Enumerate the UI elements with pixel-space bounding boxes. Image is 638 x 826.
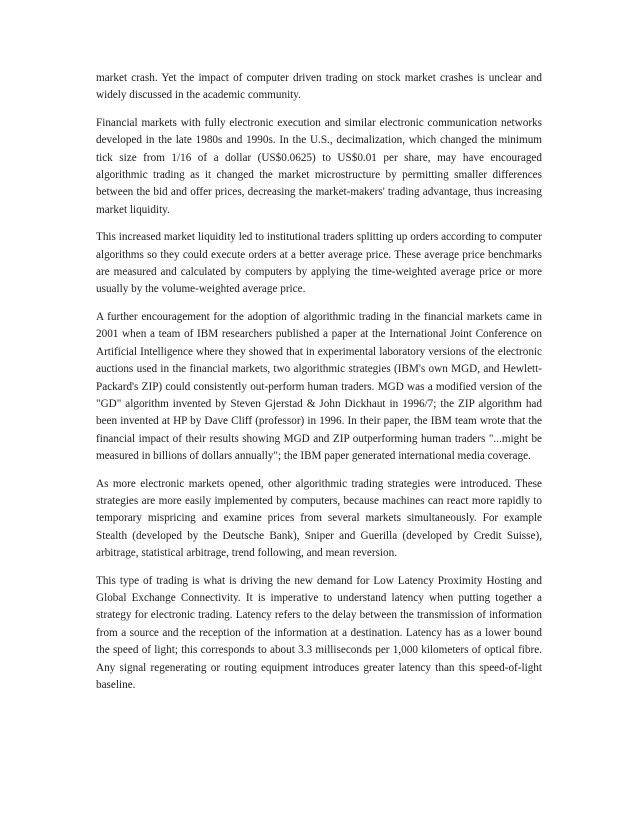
paragraph-latency: This type of trading is what is driving the new demand for Low Latency Proximity Hosting and Global Exchange Connectivity. It is imperative to understand latency when putting together a strategy for electronic trading. Latency refers to the delay between the transmission of information from a source and the reception of the information at a destination. Latency has as a lower bound the speed of light; this corresponds to about 3.3 milliseconds per 1,000 kilometers of optical fibre. Any signal regenerating or routing equipment introduces greater latency than this speed-of-light baseline. [96,574,542,691]
paragraph-market-crash: market crash. Yet the impact of computer driven trading on stock market crashes is unclear and widely discussed in the academic community. [96,72,542,102]
paragraph-ibm-research: A further encouragement for the adoption of algorithmic trading in the financial markets came in 2001 when a team of IBM researchers published a paper at the International Joint Conference on Artificial Intelligence where they showed that in experimental laboratory versions of the electronic auctions used in the financial markets, two algorithmic strategies (IBM's own MGD, and Hewlett-Packard's ZIP) could consistently out-perform human traders. MGD was a modified version of the "GD" algorithm invented by Steven Gjerstad & John Dickhaut in 1996/7; the ZIP algorithm had been invented at HP by Dave Cliff (professor) in 1996. In their paper, the IBM team wrote that the financial impact of their results showing MGD and ZIP outperforming human traders "...might be measured in billions of dollars annually"; the IBM paper generated international media coverage. [96,310,542,463]
paragraph-market-liquidity: This increased market liquidity led to institutional traders splitting up orders according to computer algorithms so they could execute orders at a better average price. These average price benchmarks are measured and calculated by computers by applying the time-weighted average price or more usually by the volume-weighted average price. [96,231,542,296]
body-text [96,70,542,704]
paragraph-electronic-markets: Financial markets with fully electronic execution and similar electronic communication networks developed in the late 1980s and 1990s. In the U.S., decimalization, which changed the minimum tick size from 1/16 of a dollar (US$0.0625) to US$0.01 per share, may have encouraged algorithmic trading as it changed the market microstructure by permitting smaller differences between the bid and offer prices, decreasing the market-makers' trading advantage, thus increasing market liquidity. [96,116,542,216]
paragraph-trading-strategies: As more electronic markets opened, other algorithmic trading strategies were introduced. These strategies are more easily implemented by computers, because machines can react more rapidly to temporary mispricing and examine prices from several markets simultaneously. For example Stealth (developed by the Deutsche Bank), Sniper and Guerilla (developed by Credit Suisse), arbitrage, statistical arbitrage, trend following, and mean reversion. [96,477,542,560]
